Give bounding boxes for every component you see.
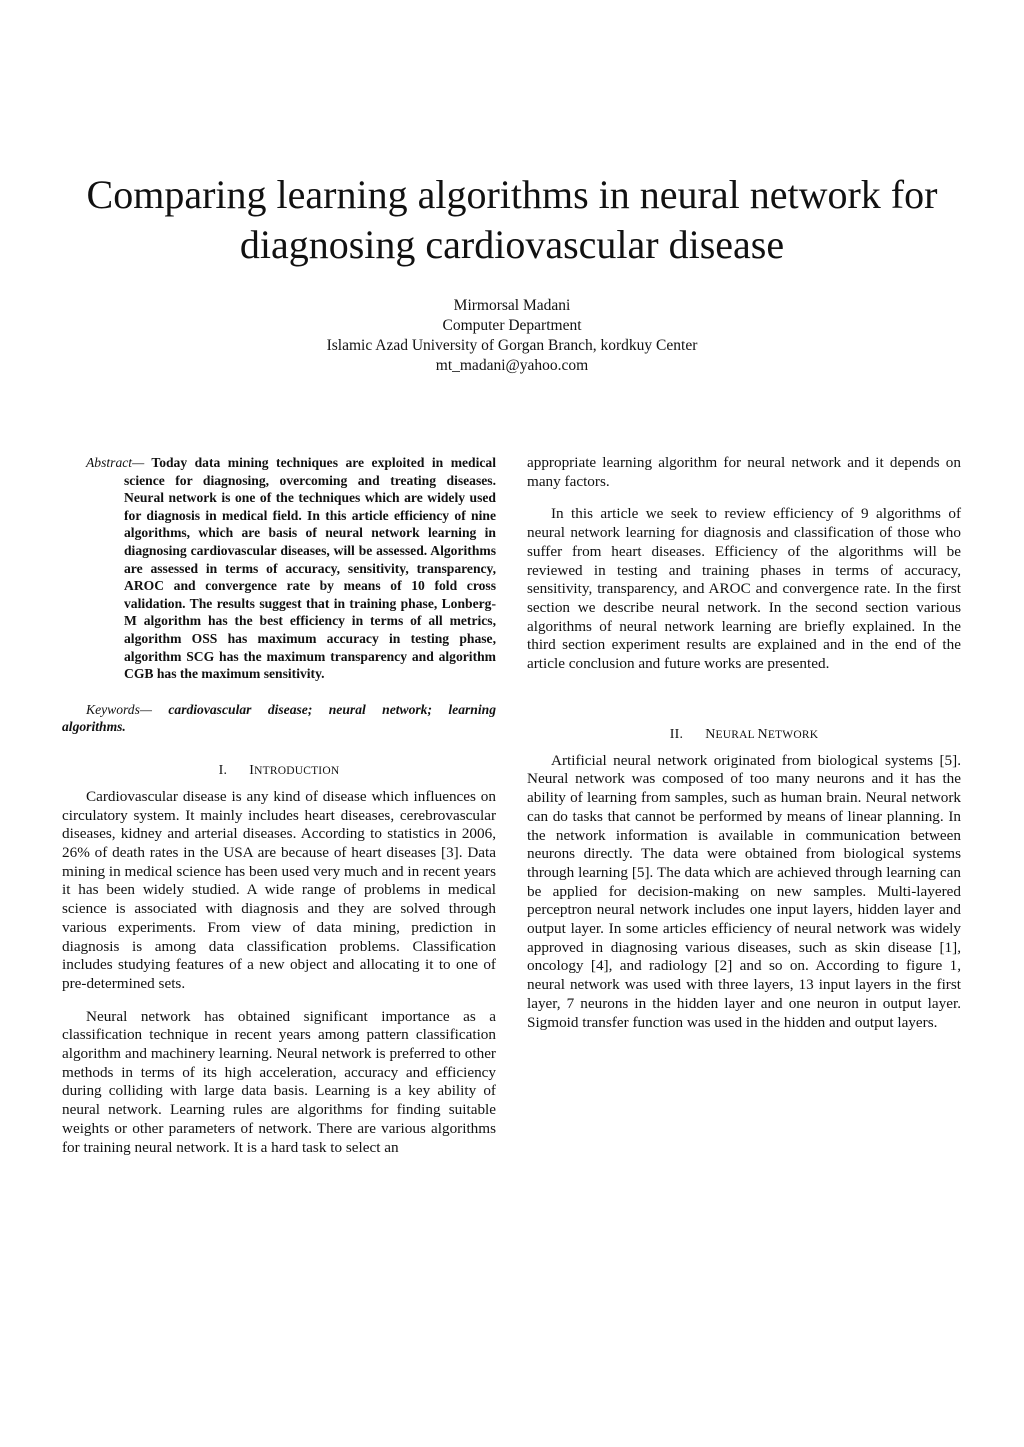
section-title-rest-1: EURAL bbox=[715, 728, 758, 741]
author-name: Mirmorsal Madani bbox=[453, 297, 571, 314]
paper-title: Comparing learning algorithms in neural network for diagnosing cardiovascular disease bbox=[86, 172, 938, 267]
abstract-text: Today data mining techniques are exploited in medical science for diagnosing, overcoming and treating diseases. Neural network is one of the techniques which are widely used for diagnosis in medical field. In this article efficiency of nine algorithms, which are basis of neural network learning in diagnosing cardiovascular diseases, will be assessed. Algorithms are assessed in terms of accuracy, sensitivity, transparency, AROC and convergence rate by means of 10 fold cross validation. The results suggest that in training phase, Lonberg-M algorithm has the best efficiency in terms of all metrics, algorithm OSS has maximum accuracy in testing phase, algorithm SCG has the maximum transparency and algorithm CGB has the maximum sensitivity. bbox=[124, 455, 496, 682]
section-heading-neural-network bbox=[527, 726, 961, 744]
left-column bbox=[62, 454, 496, 1171]
intro-paragraph-1: Cardiovascular disease is any kind of disease which influences on circulatory system. It mainly includes heart diseases, cerebrovascular diseases, kidney and arterial diseases. According to statistics in 2006, 26% of death rates in the USA are because of heart diseases [3]. Data mining in medical science has been used very much and in recent years it has been widely studied. A wide range of problems in medical science is associated with diagnosis and they are solved through various experiments. From view of data mining, prediction in diagnosis is among data classification problems. Classification includes studying features of a new object and allocating it to one of pre-determined sets. bbox=[62, 787, 496, 992]
abstract bbox=[62, 454, 496, 683]
author-email: mt_madani@yahoo.com bbox=[435, 357, 589, 374]
overview-paragraph: In this article we seek to review efficiency of 9 algorithms of neural network learning for diagnosis and classification of those who suffer from heart diseases. Efficiency of the algorithms will be reviewed in testing and training phases in terms of accuracy, sensitivity, transparency, and AROC and convergence rate. In the first section we describe neural network. In the second section various algorithms of neural network learning are briefly explained. In the third section experiment results are explained and in the end of the article conclusion and future works are presented. bbox=[527, 505, 961, 673]
section-title-initial-2: N bbox=[757, 726, 768, 742]
author-department: Computer Department bbox=[442, 317, 582, 334]
section-title-rest: NTRODUCTION bbox=[254, 764, 340, 777]
neural-network-paragraph: Artificial neural network originated from biological systems [5]. Neural network was composed of too many neurons and it has the ability of learning from samples, such as human brain. Neural network can do tasks that cannot be performed by means of linear planning. In the network information is available in communication between neurons directly. The data were obtained from biological systems through learning [5]. The data which are achieved through learning can be applied for decision-making on new samples. Multi-layered perceptron neural network includes one input layers, hidden layer and output layer. In some articles efficiency of neural network was widely approved in diagnosing various diseases, such as skin disease [1], oncology [4], and radiology [2] and so on. According to figure 1, neural network was used with three layers, 13 input layers in the first layer, 7 neurons in the hidden layer and one neuron in output layer. Sigmoid transfer function was used in the hidden and output layers. bbox=[527, 751, 961, 1031]
author-affiliation: Islamic Azad University of Gorgan Branch, kordkuy Center bbox=[326, 337, 698, 354]
keywords bbox=[62, 701, 496, 736]
continuation-paragraph: appropriate learning algorithm for neural network and it depends on many factors. bbox=[527, 454, 961, 490]
author-block bbox=[40, 296, 984, 376]
intro-paragraph-2: Neural network has obtained significant importance as a classification technique in recent years among pattern classification algorithm and machinery learning. Neural network is preferred to other methods in terms of its high acceleration, accuracy and efficiency during colliding with large data basis. Learning is a key ability of neural network. Learning rules are algorithms for finding suitable weights or other parameters of network. There are various algorithms for training neural network. It is a hard task to select an bbox=[62, 1007, 496, 1156]
section-title-initial-1: N bbox=[705, 726, 716, 742]
keywords-lead: Keywords— bbox=[86, 701, 152, 717]
right-column bbox=[527, 454, 961, 1046]
section-title-rest-2: ETWORK bbox=[767, 728, 819, 741]
section-number: I. bbox=[218, 762, 228, 778]
section-heading-introduction bbox=[62, 762, 496, 780]
section-title-initial: I bbox=[249, 762, 255, 778]
section-number: II. bbox=[669, 726, 684, 742]
keywords-text: cardiovascular disease; neural network; learning algorithms. bbox=[62, 701, 496, 735]
abstract-lead: Abstract— bbox=[86, 455, 145, 470]
